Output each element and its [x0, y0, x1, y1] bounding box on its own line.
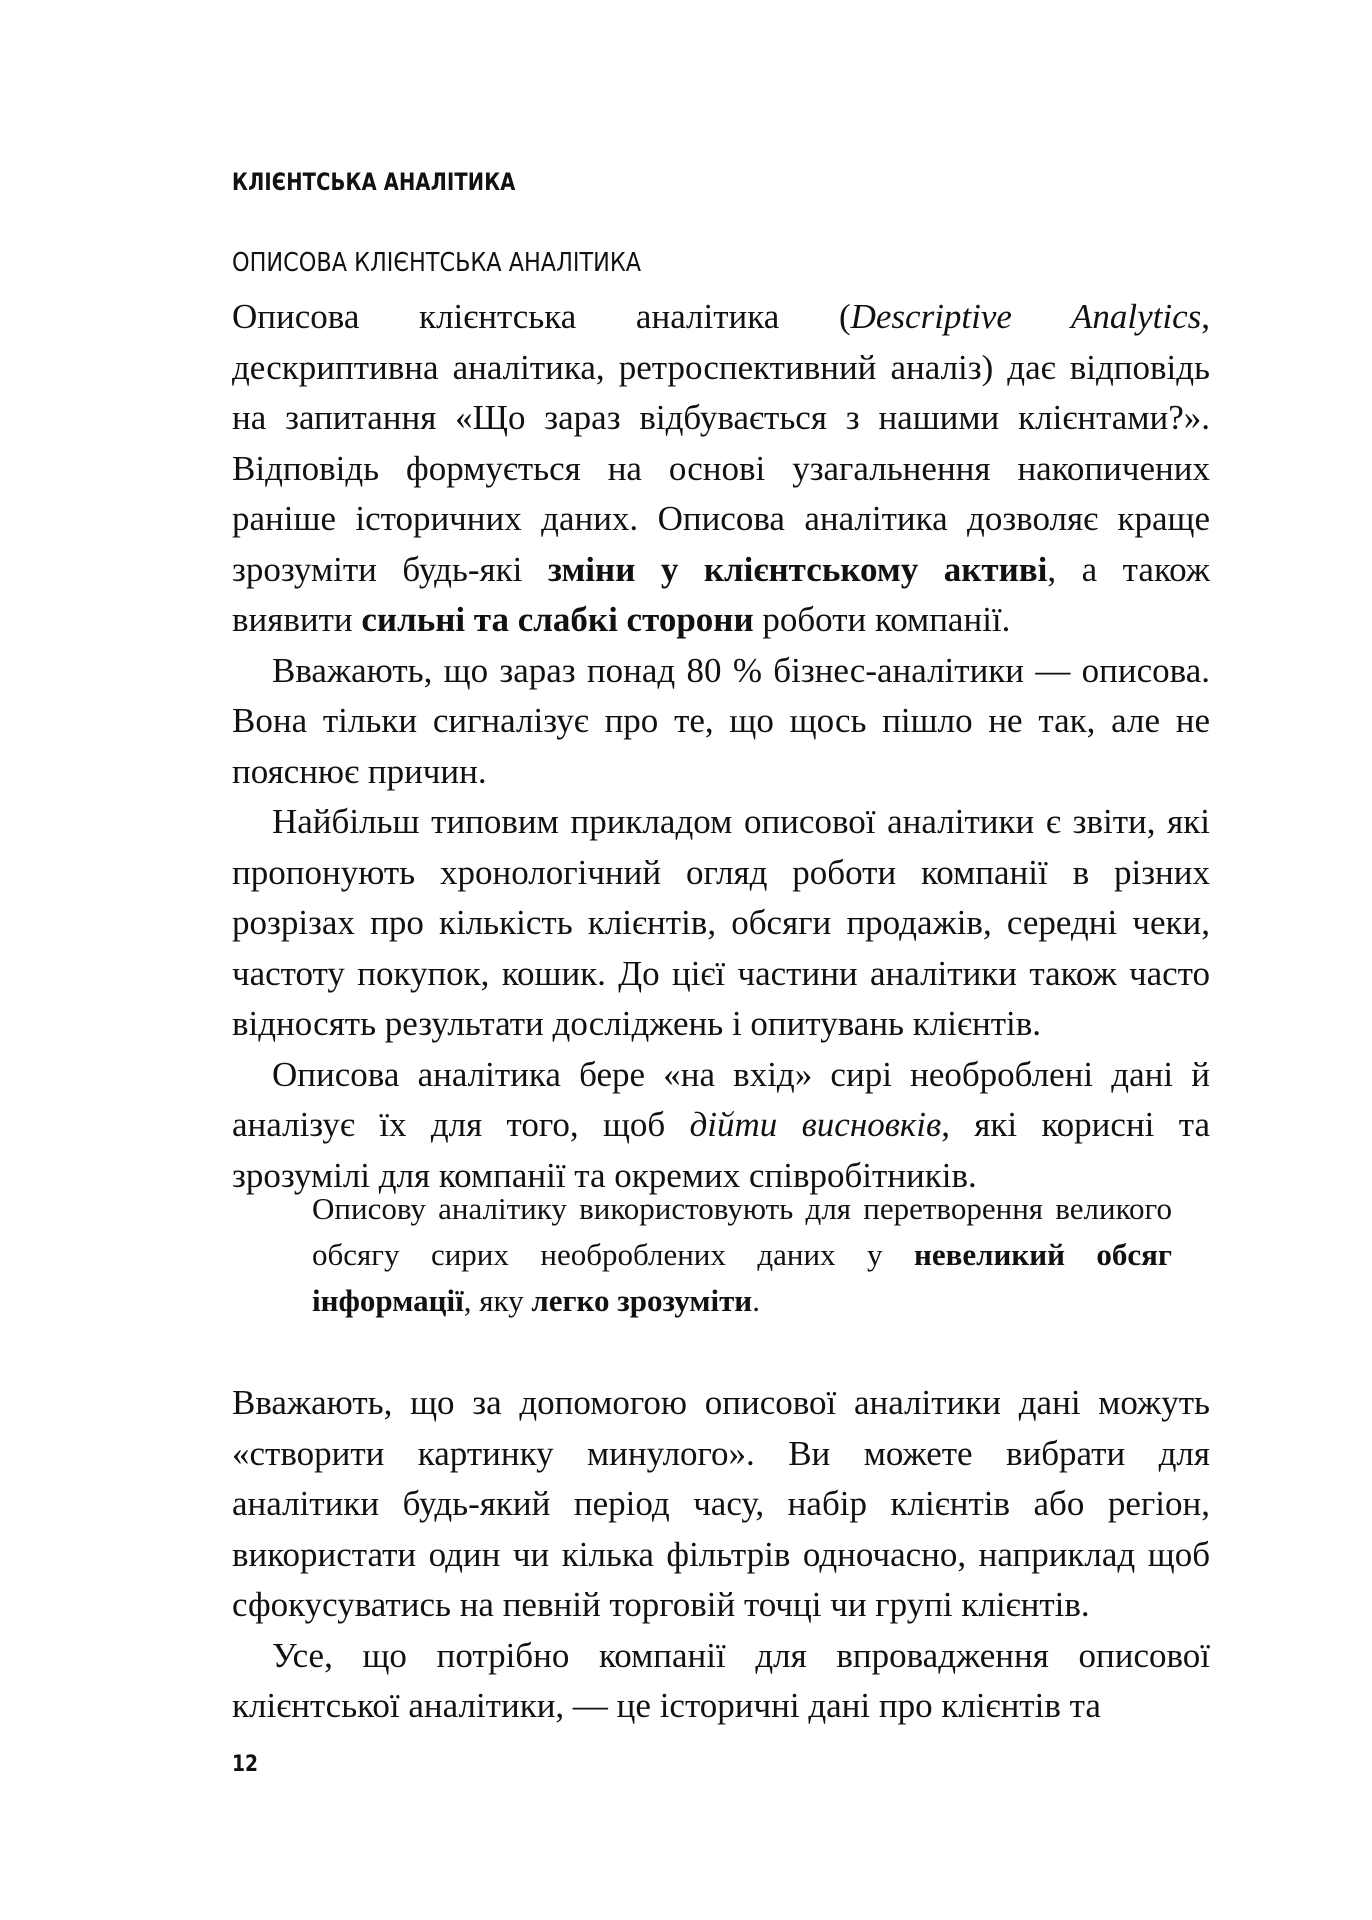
paragraph — [232, 292, 1210, 646]
bold-emphasis: сильні та слабкі сторони — [361, 600, 754, 639]
text-run: Вважають, що за допомогою описової аналітики дані можуть «створити картинку минулого». Ви можете вибрати для аналітики будь-який період часу, набір клієнтів або регіон, використати один чи кілька фільтрів одночасно, наприклад щоб сфокусуватись на певній торговій точці чи групі клієнтів. — [232, 1383, 1210, 1624]
paragraph — [232, 1631, 1210, 1732]
page-number: 12 — [232, 1752, 259, 1777]
text-run: роботи компанії. — [753, 600, 1011, 639]
paragraph — [232, 797, 1210, 1050]
callout-quote — [312, 1186, 1172, 1324]
bold-emphasis: зміни у клієнтському активі — [547, 549, 1048, 589]
running-head: КЛІЄНТСЬКА АНАЛІТИКА — [232, 168, 516, 196]
italic-emphasis: дійти висновків — [689, 1105, 942, 1144]
text-run: , які корисні та зрозумілі для компанії та окремих співробітників. — [232, 1105, 1210, 1195]
bold-emphasis: легко зрозуміти — [531, 1283, 753, 1318]
text-run: Описова клієнтська аналітика ( — [232, 297, 851, 336]
italic-emphasis: Descriptive Analytics — [850, 297, 1202, 336]
continued-text-block — [232, 1378, 1210, 1732]
text-run: Найбільш типовим прикладом описової аналітики є звіти, які пропонують хронологічний огляд роботи компанії в різних розрізах про кількість клієнтів, обсяги продажів, середні чеки, частоту покупок, кошик. До цієї частини аналітики також часто відносять результати досліджень і опитувань клієнтів. — [232, 802, 1210, 1043]
text-run: , дескриптивна аналітика, ретроспективний аналіз) дає відповідь на запитання «Що зараз відбувається з нашими клієнтами?». Відповідь формується на основі узагальнення накопичених раніше історичних даних. Описова аналітика дозволяє краще зрозуміти будь-які — [232, 297, 1210, 589]
paragraph — [232, 1378, 1210, 1631]
text-run: , а також виявити — [232, 549, 1210, 639]
paragraph — [232, 646, 1210, 798]
main-text-block — [232, 292, 1210, 1201]
text-run: Вважають, що зараз понад 80 % бізнес-аналітики — описова. Вона тільки сигналізує про те, що щось пішло не так, але не пояснює причин. — [232, 650, 1210, 791]
callout-paragraph — [312, 1186, 1172, 1324]
text-run: . — [752, 1283, 760, 1318]
text-run: Описову аналітику використовують для перетворення великого обсягу сирих необроблених даних у — [312, 1191, 1172, 1272]
text-run: Описова аналітика бере «на вхід» сирі необроблені дані й аналізує їх для того, щоб — [232, 1054, 1210, 1144]
text-run: , яку — [463, 1283, 532, 1318]
section-title: ОПИСОВА КЛІЄНТСЬКА АНАЛІТИКА — [232, 248, 642, 278]
bold-emphasis: невеликий обсяг інформації — [312, 1237, 1172, 1318]
text-run: Усе, що потрібно компанії для впровадження описової клієнтської аналітики, — це історичні дані про клієнтів та — [232, 1635, 1210, 1725]
paragraph — [232, 1050, 1210, 1202]
